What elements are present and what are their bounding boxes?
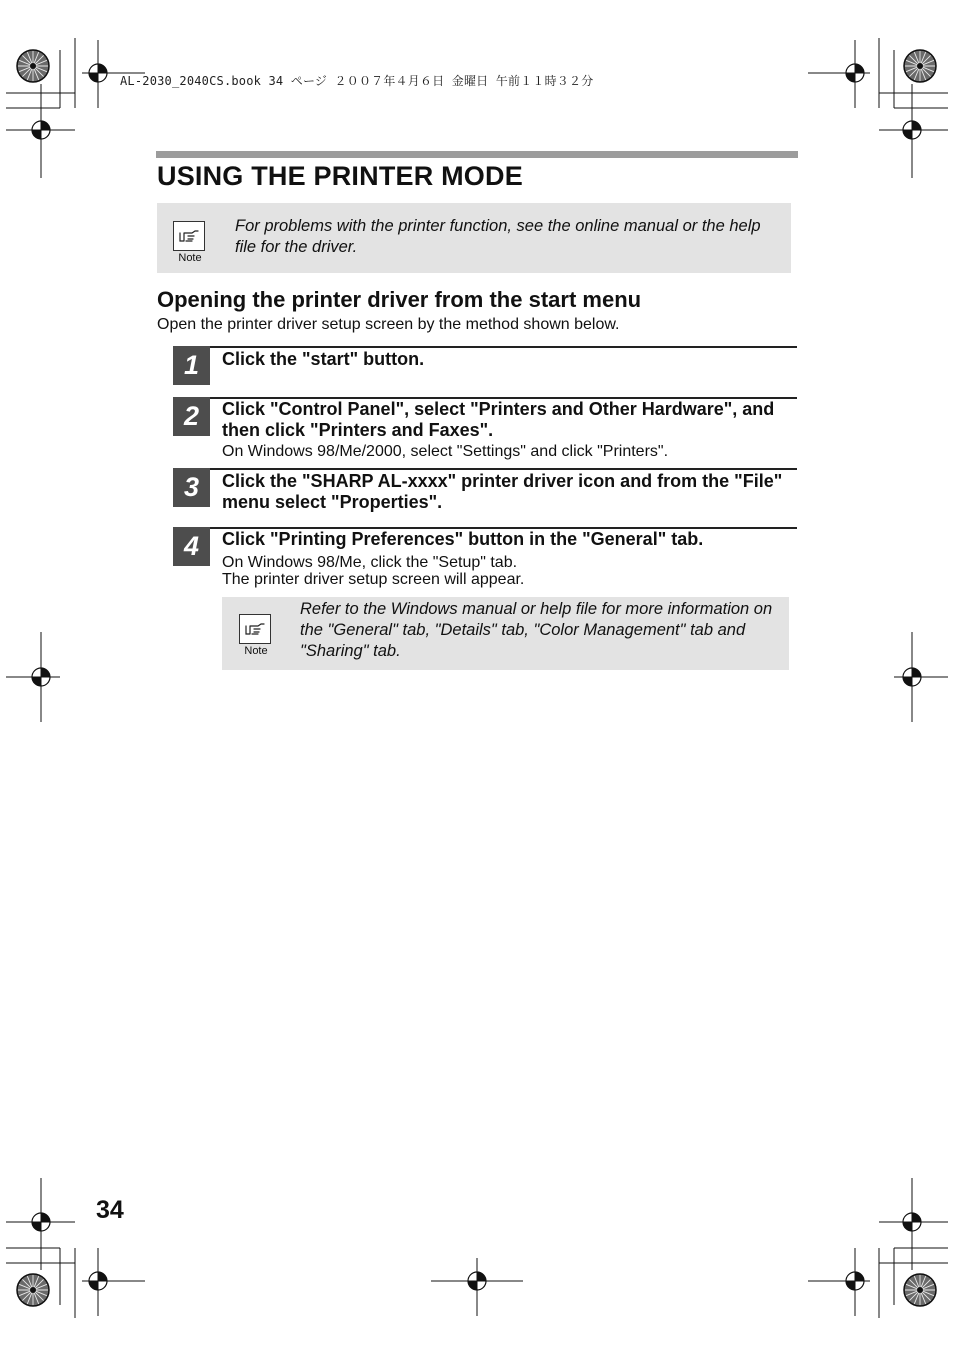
page-title: USING THE PRINTER MODE [157, 161, 523, 191]
pointing-hand-icon [174, 222, 204, 250]
step-description: The printer driver setup screen will appear. [222, 571, 525, 588]
step-2 [173, 397, 797, 467]
section-heading: Opening the printer driver from the start menu [157, 287, 642, 312]
step-number: 1 [173, 346, 210, 385]
step-number: 3 [173, 468, 210, 507]
step-title: Click "Control Panel", select "Printers and Other Hardware", and then click "Printers and Faxes". [222, 399, 775, 440]
note-text: Refer to the Windows manual or help file for more information on the "General" tab, "Details" tab, "Color Management" tab and "Sharing" tab. [300, 600, 773, 660]
step-rule [209, 346, 797, 348]
step-3 [173, 468, 797, 523]
title-rule [156, 151, 798, 158]
note-box [157, 203, 791, 273]
note-label: Note [244, 645, 268, 657]
step-1 [173, 346, 797, 386]
note-label: Note [178, 252, 202, 264]
pointing-hand-icon [240, 615, 270, 643]
step-title: Click the "SHARP AL-xxxx" printer driver icon and from the "File" menu select "Properties". [222, 471, 783, 512]
step-title: Click the "start" button. [222, 349, 425, 369]
page-number: 34 [96, 1196, 124, 1224]
section-intro: Open the printer driver setup screen by the method shown below. [157, 316, 620, 333]
step-number: 2 [173, 397, 210, 436]
step-number: 4 [173, 527, 210, 566]
print-header-info: AL-2030_2040CS.book 34 ページ ２００７年４月６日 金曜日 午前１１時３２分 [120, 74, 594, 88]
step-description: On Windows 98/Me/2000, select "Settings" and click "Printers". [222, 443, 669, 460]
step-title: Click "Printing Preferences" button in the "General" tab. [222, 529, 704, 549]
note-box [222, 597, 789, 670]
step-description: On Windows 98/Me, click the "Setup" tab. [222, 554, 518, 571]
note-text: For problems with the printer function, see the online manual or the help file for the driver. [235, 217, 761, 256]
step-4 [173, 527, 797, 589]
note-icon [237, 612, 275, 658]
note-icon [171, 219, 209, 265]
step-rule [209, 468, 797, 470]
